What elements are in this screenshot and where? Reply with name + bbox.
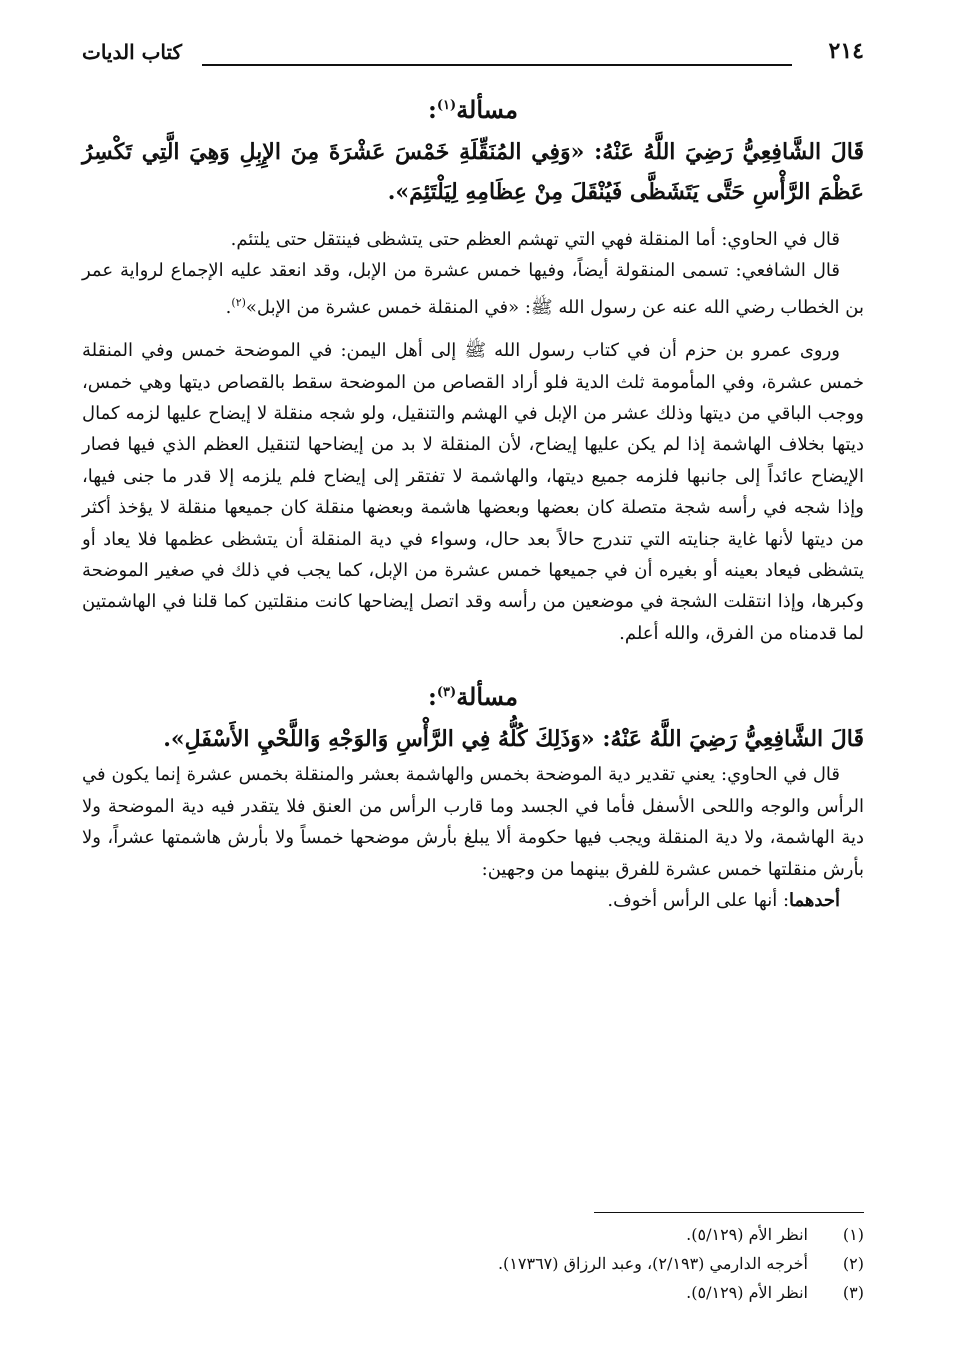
paragraph: قال في الحاوي: أما المنقلة فهي التي تهشم العظم حتى يتشظى فينتقل حتى يلتئم. xyxy=(230,229,840,250)
shafii-quote-1: قَالَ الشَّافِعِيُّ رَضِيَ اللَّهُ عَنْهُ: «وَفِي المُنَقِّلَةِ خَمْسَ عَشْرَةَ مِنَ الإِبِلِ وَهِيَ الَّتِي تَكْسِرُ عَظْمَ الرَّأْسِ حَتَّى يَتَشَظَّى فَيُنْقَلَ مِنْ عِظَامِهِ لِيَلْتَئِمَ». xyxy=(82,139,864,205)
footnote: (٢) أخرجه الدارمي (٢/١٩٣)، وعبد الرزاق (١٧٣٦٧). xyxy=(497,1254,864,1273)
shafii-quote-2: قَالَ الشَّافِعِيُّ رَضِيَ اللَّهُ عَنْهُ: «وَذَلِكَ كُلُّهُ فِي الرَّأْسِ وَالوَجْهِ وَاللَّحْيِ الأَسْفَلِ». xyxy=(163,726,864,753)
paragraph: أحدهما: أنها على الرأس أخوف. xyxy=(607,889,840,911)
page-header xyxy=(82,38,864,78)
footnote-ref-2[interactable]: (٢) xyxy=(231,295,246,309)
footnote-ref-1[interactable]: (١) xyxy=(436,98,457,113)
section-heading-1: مسألة$^{(١)}$: xyxy=(428,95,518,124)
footnotes xyxy=(300,1220,864,1307)
section-heading-2: مسألة$^{(٣)}$: xyxy=(428,682,518,712)
footnote-ref-3[interactable]: (٣) xyxy=(436,685,457,701)
page-number: ٢١٤ xyxy=(828,38,864,64)
book-title: كتاب الديات xyxy=(82,40,183,64)
footnote-rule xyxy=(594,1212,864,1213)
header-rule xyxy=(202,64,792,66)
paragraph: وروى عمرو بن حزم أن في كتاب رسول الله ﷺ إلى أهل اليمن: في الموضحة خمس وفي المنقلة خمس عشرة، وفي المأمومة ثلث الدية فلو أراد القصاص من الموضحة سقط بالقصاص ديتها وهي خمس، ووجب الباقي من ديتها وذلك عشر من الإبل في الهشم والتنقيل، ولو شجه منقلة لا إيضاح عليها لزمه كمال ديتها بخلاف الهاشمة إذا لم يكن عليها إيضاح، لأن المنقلة لا بد من إيضاحها لتنقيل العظم الذي فيها فصار الإيضاح عائداً إلى جانبها فلزمه جميع ديتها، والهاشمة لا تفتقر إلى إيضاح فلم يلزمه إلا قدر ما جنى فيها، وإذا شجه في رأسه شجة متصلة كان بعضها وبعضها هاشمة وبعضها منقلة كان جميعها منقلة لا يؤخذ أكثر من ديتها لأنها غاية جنايته التي تندرج حالاً بعد حال، وسواء في دية المنقلة أن يتشظى عظمها فلا يعاد أو يتشظى فيعاد بعينه أو بغيره أن في جميعها خمس عشرة من الإبل، كما يجب في ذلك في صغير الموضحة وكبرها، وإذا انتقلت الشجة في موضعين من رأسه وقد اتصل إيضاحها كانت منقلتين كما قلنا في الهاشمتين لما قدمناه من الفرق، والله أعلم. xyxy=(82,340,864,644)
main-text xyxy=(82,84,864,916)
paragraph: قال في الحاوي: يعني تقدير دية الموضحة بخمس والهاشمة بعشر والمنقلة بخمس عشرة إنما يكون في الرأس والوجه واللحى الأسفل فأما في الجسد وما قارب الرأس من العنق فلا يتقدر فيه دية الموضحة ولا دية الهاشمة، ولا دية المنقلة ويجب فيها حكومة ألا يبلغ بأرش موضحها خمساً ولا بأرش هاشمتها عشراً، ولا بأرش منقلتها خمس عشرة للفرق بينهما من وجهين: xyxy=(82,764,864,880)
footnote: (١) انظر الأم (٥/١٢٩). xyxy=(686,1225,864,1244)
paragraph: قال الشافعي: تسمى المنقولة أيضاً، وفيها خمس عشرة من الإبل، وقد انعقد عليه الإجماع لرواية عمر بن الخطاب رضي الله عنه عن رسول الله ﷺ: «في المنقلة خمس عشرة من الإبل»$^{(٢)}$. xyxy=(82,260,864,318)
footnote: (٣) انظر الأم (٥/١٢٩). xyxy=(686,1283,864,1302)
